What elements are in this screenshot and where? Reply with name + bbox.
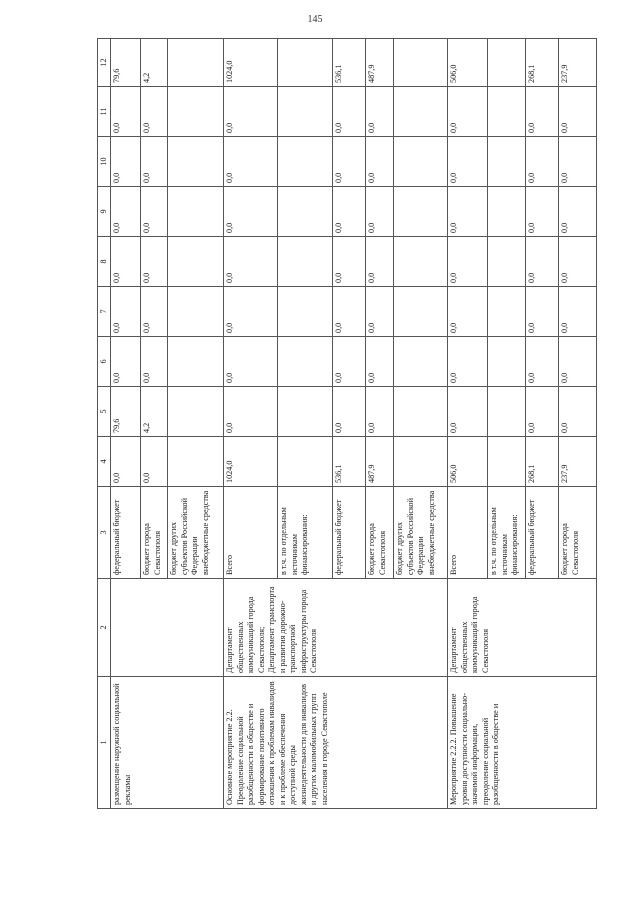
value-cell (168, 387, 224, 437)
value-cell: 0,0 (333, 387, 366, 437)
value-cell: 0,0 (366, 87, 394, 137)
table-row (224, 39, 278, 809)
value-cell: 0,0 (559, 237, 597, 287)
funding-source-cell: федеральный бюджет (526, 487, 559, 579)
funding-source-cell: в т.ч. по отдельным источникам финансирования: (488, 487, 526, 579)
value-cell: 1024,0 (224, 437, 278, 487)
value-cell (278, 39, 333, 87)
funding-source-cell: Всего (448, 487, 488, 579)
header-cell: 7 (98, 287, 111, 337)
value-cell (168, 287, 224, 337)
value-cell: 0,0 (224, 187, 278, 237)
value-cell (278, 437, 333, 487)
header-cell: 9 (98, 187, 111, 237)
value-cell: 0,0 (559, 337, 597, 387)
header-cell: 3 (98, 487, 111, 579)
value-cell: 0,0 (111, 87, 141, 137)
value-cell (394, 39, 448, 87)
value-cell: 0,0 (526, 237, 559, 287)
value-cell: 0,0 (224, 137, 278, 187)
value-cell: 0,0 (366, 187, 394, 237)
value-cell (394, 287, 448, 337)
value-cell (394, 337, 448, 387)
header-cell: 5 (98, 387, 111, 437)
activity-name-cell: размещение наружной социальной рекламы (111, 677, 224, 809)
value-cell: 0,0 (111, 437, 141, 487)
header-row (98, 39, 111, 809)
value-cell (488, 337, 526, 387)
value-cell: 0,0 (111, 237, 141, 287)
value-cell: 0,0 (111, 337, 141, 387)
funding-source-cell: бюджет города Севастополя (559, 487, 597, 579)
value-cell: 0,0 (448, 237, 488, 287)
value-cell: 0,0 (141, 187, 168, 237)
value-cell: 0,0 (448, 87, 488, 137)
value-cell: 0,0 (366, 337, 394, 387)
value-cell: 4,2 (141, 39, 168, 87)
funding-source-cell: бюджет города Севастополя (141, 487, 168, 579)
value-cell: 237,9 (559, 39, 597, 87)
value-cell: 0,0 (559, 87, 597, 137)
value-cell: 0,0 (333, 287, 366, 337)
funding-source-cell: Всего (224, 487, 278, 579)
value-cell: 0,0 (448, 387, 488, 437)
funding-source-cell: федеральный бюджет (333, 487, 366, 579)
value-cell (394, 237, 448, 287)
value-cell: 0,0 (141, 237, 168, 287)
value-cell (488, 39, 526, 87)
value-cell: 268,1 (526, 437, 559, 487)
value-cell (278, 137, 333, 187)
value-cell (278, 387, 333, 437)
rotated-table-wrapper (97, 39, 580, 809)
value-cell (488, 387, 526, 437)
value-cell (394, 137, 448, 187)
funding-source-cell: бюджет других субъектов Российской Федерации внебюджетные средства (394, 487, 448, 579)
value-cell: 0,0 (559, 187, 597, 237)
funding-source-cell: в т.ч. по отдельным источникам финансирования: (278, 487, 333, 579)
value-cell: 0,0 (141, 87, 168, 137)
value-cell (168, 437, 224, 487)
value-cell (278, 237, 333, 287)
value-cell (488, 237, 526, 287)
value-cell: 0,0 (526, 337, 559, 387)
value-cell (488, 287, 526, 337)
value-cell (278, 337, 333, 387)
value-cell: 0,0 (224, 87, 278, 137)
value-cell (168, 187, 224, 237)
funding-source-cell: бюджет города Севастополя (366, 487, 394, 579)
value-cell: 0,0 (559, 137, 597, 187)
value-cell (278, 187, 333, 237)
value-cell: 0,0 (141, 337, 168, 387)
value-cell (488, 187, 526, 237)
value-cell (394, 87, 448, 137)
value-cell: 506,0 (448, 39, 488, 87)
value-cell: 0,0 (526, 187, 559, 237)
value-cell: 0,0 (333, 237, 366, 287)
value-cell (394, 437, 448, 487)
header-cell: 6 (98, 337, 111, 387)
header-cell: 11 (98, 87, 111, 137)
value-cell: 1024,0 (224, 39, 278, 87)
value-cell: 536,1 (333, 437, 366, 487)
value-cell: 268,1 (526, 39, 559, 87)
executor-cell: Департамент общественных коммуникаций города Севастополя (448, 579, 597, 677)
value-cell: 0,0 (111, 287, 141, 337)
value-cell: 0,0 (333, 137, 366, 187)
value-cell: 0,0 (111, 137, 141, 187)
executor-cell: Департамент общественных коммуникаций города Севастополя; Департамент транспорта и развития дорожно-транспортной инфраструктуры города Севастополя (224, 579, 448, 677)
funding-source-cell: федеральный бюджет (111, 487, 141, 579)
value-cell: 487,9 (366, 437, 394, 487)
value-cell: 0,0 (559, 287, 597, 337)
value-cell (488, 87, 526, 137)
header-cell: 1 (98, 677, 111, 809)
value-cell: 0,0 (366, 137, 394, 187)
value-cell: 0,0 (526, 387, 559, 437)
value-cell: 0,0 (366, 237, 394, 287)
page-number: 145 (307, 14, 323, 25)
value-cell: 0,0 (448, 287, 488, 337)
activity-name-cell: Основное мероприятие 2.2. Преодоление социальной разобщенности в обществе и формирование позитивного отношения к проблемам инвалидов и к проблеме обеспечения доступной среды жизнедеятельности для инвалидов и других маломобильных групп населения в городе Севастополе (224, 677, 448, 809)
value-cell: 0,0 (448, 337, 488, 387)
value-cell (278, 287, 333, 337)
value-cell: 4,2 (141, 387, 168, 437)
value-cell: 79,6 (111, 387, 141, 437)
value-cell: 0,0 (333, 187, 366, 237)
activity-name-cell: Мероприятие 2.2.2. Повышение уровня доступности социально-значимой информации, преодоление социальной разобщенности в обществе и (448, 677, 597, 809)
value-cell (394, 187, 448, 237)
table-row (448, 39, 488, 809)
header-cell: 4 (98, 437, 111, 487)
header-cell: 2 (98, 579, 111, 677)
header-cell: 10 (98, 137, 111, 187)
value-cell: 0,0 (141, 287, 168, 337)
value-cell: 0,0 (448, 137, 488, 187)
value-cell: 0,0 (559, 387, 597, 437)
value-cell: 536,1 (333, 39, 366, 87)
header-cell: 12 (98, 39, 111, 87)
value-cell: 0,0 (366, 387, 394, 437)
value-cell (394, 387, 448, 437)
table-row (111, 39, 141, 809)
value-cell (168, 87, 224, 137)
value-cell: 237,9 (559, 437, 597, 487)
value-cell: 487,9 (366, 39, 394, 87)
value-cell (168, 39, 224, 87)
value-cell (488, 137, 526, 187)
value-cell: 0,0 (224, 287, 278, 337)
value-cell: 0,0 (224, 337, 278, 387)
value-cell (168, 337, 224, 387)
value-cell: 0,0 (366, 287, 394, 337)
value-cell: 79,6 (111, 39, 141, 87)
value-cell: 0,0 (333, 337, 366, 387)
financing-table (97, 38, 597, 809)
value-cell (488, 437, 526, 487)
value-cell: 0,0 (526, 87, 559, 137)
value-cell: 0,0 (224, 387, 278, 437)
value-cell (168, 237, 224, 287)
value-cell: 0,0 (111, 187, 141, 237)
value-cell: 0,0 (141, 437, 168, 487)
value-cell: 0,0 (448, 187, 488, 237)
value-cell: 0,0 (526, 137, 559, 187)
value-cell: 0,0 (526, 287, 559, 337)
value-cell: 0,0 (333, 87, 366, 137)
value-cell: 506,0 (448, 437, 488, 487)
value-cell (168, 137, 224, 187)
value-cell: 0,0 (141, 137, 168, 187)
header-cell: 8 (98, 237, 111, 287)
executor-cell (111, 579, 224, 677)
value-cell: 0,0 (224, 237, 278, 287)
funding-source-cell: бюджет других субъектов Российской Федерации внебюджетные средства (168, 487, 224, 579)
value-cell (278, 87, 333, 137)
